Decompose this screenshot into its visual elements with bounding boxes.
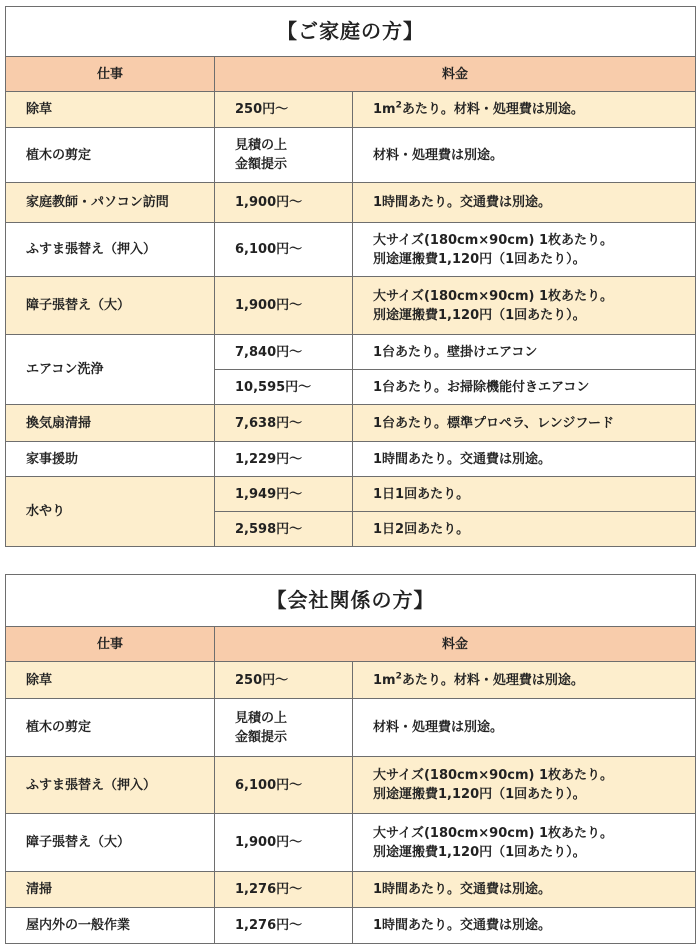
job-cell: ふすま張替え（押入） [6, 223, 215, 277]
note-cell: 大サイズ(180cm×90cm) 1枚あたり。 別途運搬費1,120円（1回あたり）。 [353, 757, 696, 814]
note-cell: 1時間あたり。交通費は別途。 [353, 872, 696, 908]
job-cell: 植木の剪定 [6, 128, 215, 183]
note-cell: 1日2回あたり。 [353, 512, 696, 547]
note-cell: 大サイズ(180cm×90cm) 1枚あたり。 別途運搬費1,120円（1回あたり）。 [353, 223, 696, 277]
note-cell: 大サイズ(180cm×90cm) 1枚あたり。 別途運搬費1,120円（1回あたり）。 [353, 277, 696, 335]
job-cell: 植木の剪定 [6, 699, 215, 757]
table-row [6, 277, 696, 335]
note-cell: 材料・処理費は別途。 [353, 699, 696, 757]
table-row [6, 223, 696, 277]
job-cell: 水やり [6, 477, 215, 547]
table-row [6, 699, 696, 757]
price-cell: 10,595円～ [215, 370, 353, 405]
job-cell: 除草 [6, 92, 215, 128]
price-cell: 見積の上 金額提示 [215, 128, 353, 183]
table-row [6, 662, 696, 699]
price-cell: 1,949円～ [215, 477, 353, 512]
note-cell: 1台あたり。標準プロペラ、レンジフード [353, 405, 696, 442]
table-row [6, 814, 696, 872]
note-cell: $1m^2$あたり。材料・処理費は別途。 [353, 92, 696, 128]
job-cell: 換気扇清掃 [6, 405, 215, 442]
home-table-title: 【ご家庭の方】 [6, 7, 696, 57]
note-cell: 1時間あたり。交通費は別途。 [353, 908, 696, 944]
job-cell: 家庭教師・パソコン訪問 [6, 183, 215, 223]
job-cell: ふすま張替え（押入） [6, 757, 215, 814]
company-table-title: 【会社関係の方】 [6, 575, 696, 627]
price-cell: 1,900円～ [215, 277, 353, 335]
price-cell: 7,840円～ [215, 335, 353, 370]
table-row [6, 442, 696, 477]
note-cell: 1時間あたり。交通費は別途。 [353, 183, 696, 223]
table-row [6, 183, 696, 223]
job-cell: 清掃 [6, 872, 215, 908]
home-price-table [5, 6, 696, 547]
price-cell: 1,276円～ [215, 872, 353, 908]
job-cell: 除草 [6, 662, 215, 699]
price-cell: 250円～ [215, 662, 353, 699]
note-cell: 1台あたり。壁掛けエアコン [353, 335, 696, 370]
note-cell: 1時間あたり。交通費は別途。 [353, 442, 696, 477]
home-header-job: 仕事 [6, 57, 215, 92]
job-cell: エアコン洗浄 [6, 335, 215, 405]
job-cell: 障子張替え（大） [6, 277, 215, 335]
price-cell: 250円～ [215, 92, 353, 128]
table-row [6, 872, 696, 908]
table-row [6, 757, 696, 814]
price-cell: 6,100円～ [215, 223, 353, 277]
note-cell: 大サイズ(180cm×90cm) 1枚あたり。 別途運搬費1,120円（1回あたり）。 [353, 814, 696, 872]
price-cell: 6,100円～ [215, 757, 353, 814]
table-row [6, 128, 696, 183]
job-cell: 障子張替え（大） [6, 814, 215, 872]
price-cell: 1,900円～ [215, 183, 353, 223]
price-cell: 1,900円～ [215, 814, 353, 872]
job-cell: 家事援助 [6, 442, 215, 477]
job-cell: 屋内外の一般作業 [6, 908, 215, 944]
company-header-job: 仕事 [6, 627, 215, 662]
price-cell: 7,638円～ [215, 405, 353, 442]
table-row [6, 908, 696, 944]
table-row [6, 335, 696, 370]
note-cell: $1m^2$あたり。材料・処理費は別途。 [353, 662, 696, 699]
table-row [6, 405, 696, 442]
price-cell: 見積の上 金額提示 [215, 699, 353, 757]
price-cell: 1,276円～ [215, 908, 353, 944]
table-row [6, 477, 696, 512]
price-cell: 2,598円～ [215, 512, 353, 547]
table-row [6, 92, 696, 128]
note-cell: 1台あたり。お掃除機能付きエアコン [353, 370, 696, 405]
company-header-fee: 料金 [215, 627, 696, 662]
price-cell: 1,229円～ [215, 442, 353, 477]
company-price-table [5, 574, 696, 944]
note-cell: 材料・処理費は別途。 [353, 128, 696, 183]
note-cell: 1日1回あたり。 [353, 477, 696, 512]
home-header-fee: 料金 [215, 57, 696, 92]
